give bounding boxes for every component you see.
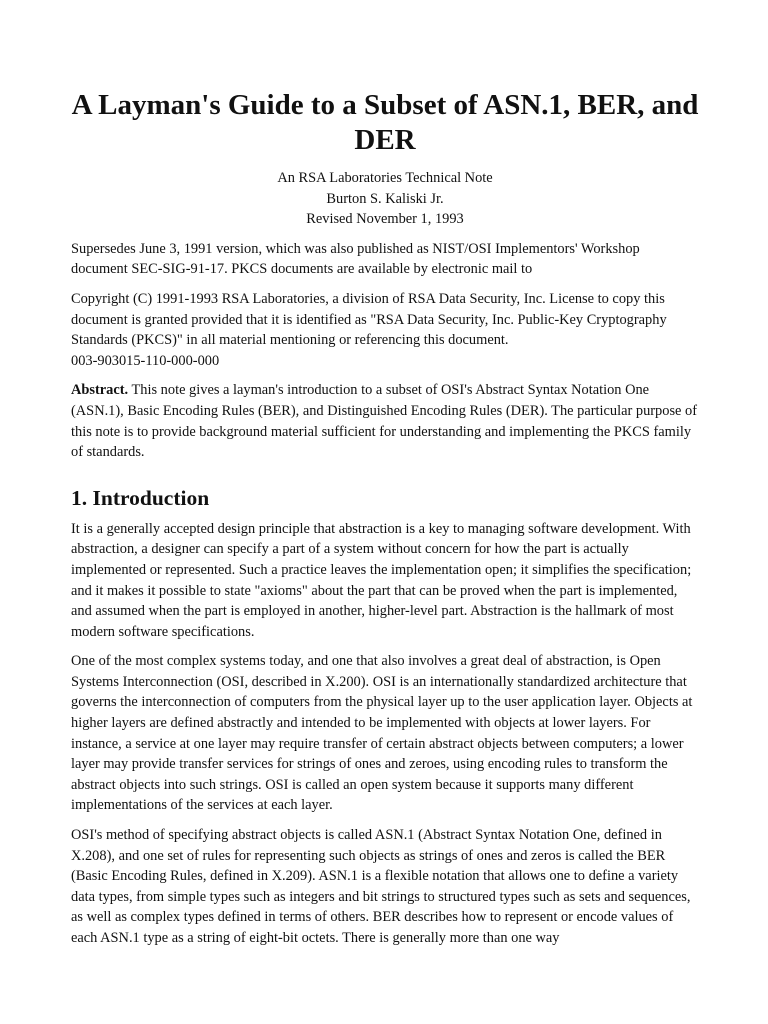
copyright-text: Copyright (C) 1991-1993 RSA Laboratories, a division of RSA Data Security, Inc. License to copy this document is granted provided that it is identified as "RSA Data Security, Inc. Public-Key Cryptography Standards (PKCS)" in all material mentioning or referencing this document. [71, 290, 667, 349]
abstract-label: Abstract. [71, 382, 129, 399]
intro-paragraph: OSI's method of specifying abstract objects is called ASN.1 (Abstract Syntax Notation One, defined in X.208), and one set of rules for representing such objects as strings of ones and zeros is called the BER (Basic Encoding Rules, defined in X.209). ASN.1 is a flexible notation that allows one to define a variety data types, from simple types such as integers and bit strings to structured types such as sets and sequences, as well as complex types defined in terms of others. BER describes how to represent or encode values of each ASN.1 type as a string of eight-bit octets. There is generally more than one way [71, 827, 691, 946]
intro-paragraph: It is a generally accepted design principle that abstraction is a key to managing software development. With abstraction, a designer can specify a part of a system without concern for how the part is actually implemented or represented. Such a practice leaves the implementation open; it simplifies the specification; and it makes it possible to state "axioms" about the part that can be proved when the part is implemented, and assumed when the part is employed in another, higher-level part. Abstraction is the hallmark of most modern software specifications. [71, 520, 692, 640]
document-subtitle: An RSA Laboratories Technical Note [277, 170, 493, 186]
section-heading-introduction: 1. Introduction [71, 485, 210, 510]
abstract-paragraph [71, 380, 699, 462]
copyright-paragraph [71, 289, 699, 371]
supersedes-paragraph: Supersedes June 3, 1991 version, which was also published as NIST/OSI Implementors' Workshop document SEC-SIG-91-17. PKCS documents are available by electronic mail to [71, 240, 640, 278]
document-number: 003-903015-110-000-000 [71, 352, 220, 369]
intro-paragraph: One of the most complex systems today, and one that also involves a great deal of abstraction, is Open Systems Interconnection (OSI, described in X.200). OSI is an internationally standardized architecture that governs the interconnection of computers from the physical layer up to the user application layer. Objects at higher layers are defined abstractly and intended to be implemented with objects at lower layers. For instance, a service at one layer may require transfer of certain abstract objects between computers; a lower layer may provide transfer services for strings of ones and zeroes, using encoding rules to transform the abstract objects into such strings. OSI is called an open system because it supports many different implementations of the services at each layer. [71, 653, 693, 814]
document-meta [71, 168, 699, 230]
document-revision: Revised November 1, 1993 [306, 211, 464, 228]
abstract-text: This note gives a layman's introduction to a subset of OSI's Abstract Syntax Notation One (ASN.1), Basic Encoding Rules (BER), and Distinguished Encoding Rules (DER). The particular purpose of this note is to provide background material sufficient for understanding and implementing the PKCS family of standards. [71, 382, 698, 461]
document-author: Burton S. Kaliski Jr. [326, 190, 444, 207]
document-page [71, 88, 699, 949]
document-title: A Layman's Guide to a Subset of ASN.1, BER, and DER [71, 89, 699, 156]
